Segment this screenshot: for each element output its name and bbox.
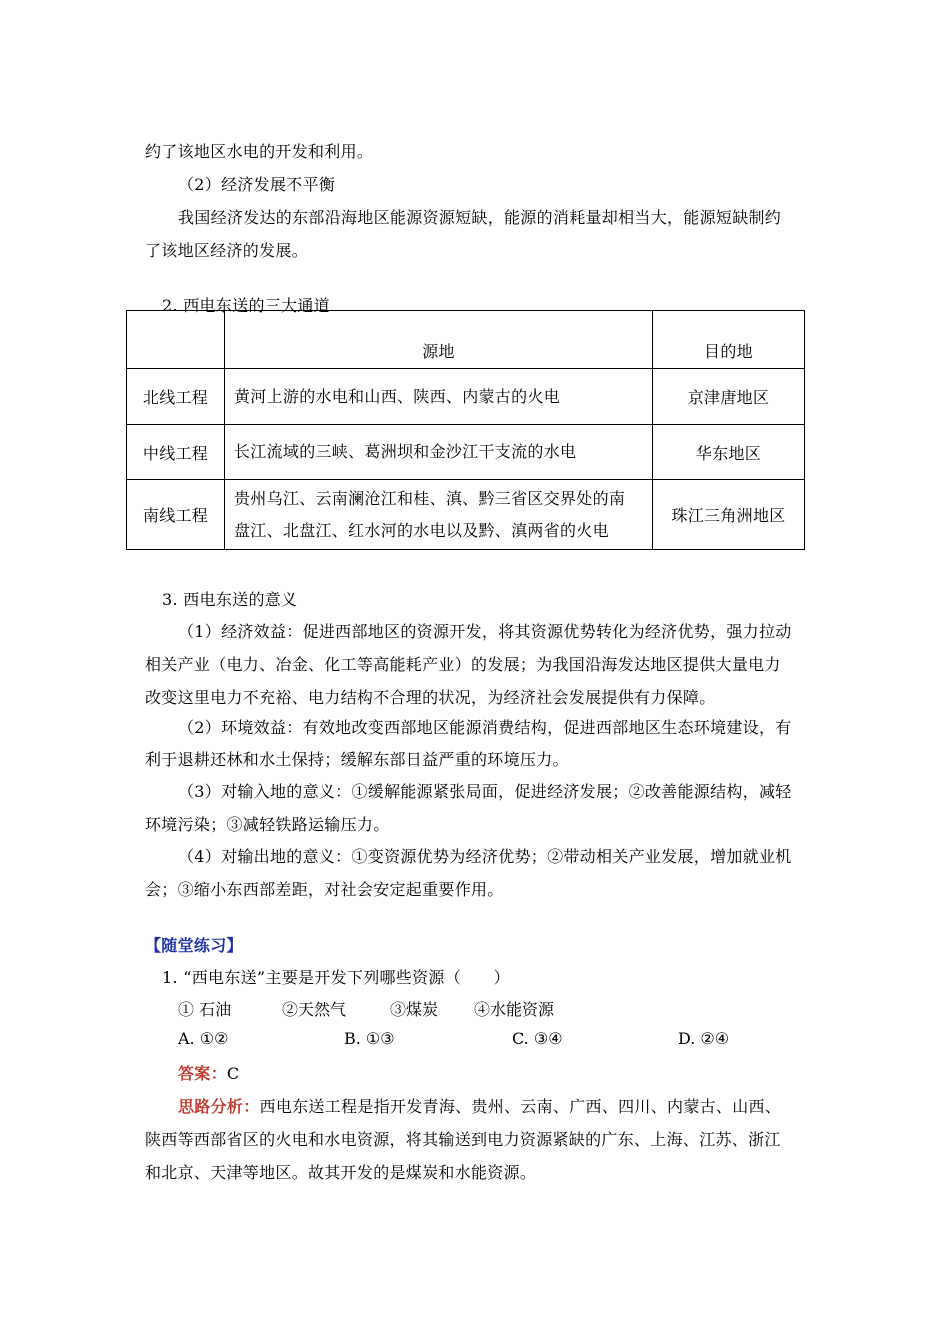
table-row (127, 425, 805, 480)
answer-option: C. ③④ (512, 1029, 563, 1048)
text-line: 陕西等西部省区的火电和水电资源，将其输送到电力资源紧缺的广东、上海、江苏、浙江 (145, 1130, 781, 1149)
table-cell: 中线工程 (127, 425, 225, 480)
choice-item: ④水能资源 (474, 1000, 555, 1019)
text-line: 会；③缩小东西部差距，对社会安定起重要作用。 (145, 880, 504, 899)
table-header-row (127, 311, 805, 369)
choice-item: ③煤炭 (390, 1000, 439, 1019)
text-line: 改变这里电力不充裕、电力结构不合理的状况，为经济社会发展提供有力保障。 (145, 688, 716, 707)
answer-option: D. ②④ (678, 1029, 730, 1048)
table-cell: 南线工程 (127, 480, 225, 550)
table-cell: 华东地区 (653, 425, 805, 480)
channels-table (126, 310, 805, 550)
answer-label: 答案： (178, 1064, 227, 1083)
table-cell: 黄河上游的水电和山西、陕西、内蒙古的火电 (225, 369, 653, 425)
choice-item: ②天然气 (282, 1000, 347, 1019)
table-cell-line: 贵州乌江、云南澜沧江和桂、滇、黔三省区交界处的南 (234, 488, 626, 508)
table-header-cell: 目的地 (653, 311, 805, 369)
text-line: （2）环境效益：有效地改变西部地区能源消费结构，促进西部地区生态环境建设，有 (178, 718, 792, 737)
text-line: 和北京、天津等地区。故其开发的是煤炭和水能资源。 (145, 1163, 537, 1182)
text-line: （3）对输入地的意义：①缓解能源紧张局面，促进经济发展；②改善能源结构，减轻 (178, 782, 792, 801)
table-cell: 长江流域的三峡、葛洲坝和金沙江干支流的水电 (225, 425, 653, 480)
text-line: 相关产业（电力、冶金、化工等高能耗产业）的发展；为我国沿海发达地区提供大量电力 (145, 655, 781, 674)
answer-option: B. ①③ (344, 1029, 395, 1048)
text-line: （4）对输出地的意义：①变资源优势为经济优势；②带动相关产业发展，增加就业机 (178, 847, 792, 866)
table-header-cell: 源地 (225, 311, 653, 369)
text-line: 环境污染；③减轻铁路运输压力。 (145, 815, 390, 834)
table-cell: 北线工程 (127, 369, 225, 425)
table-cell (225, 480, 653, 550)
choice-item: ① 石油 (178, 1000, 232, 1019)
analysis-text: 西电东送工程是指开发青海、贵州、云南、广西、四川、内蒙古、山西、 (259, 1097, 782, 1116)
text-line: 约了该地区水电的开发和利用。 (145, 142, 374, 161)
table-row (127, 369, 805, 425)
table-row (127, 480, 805, 550)
table-cell: 京津唐地区 (653, 369, 805, 425)
text-line: 了该地区经济的发展。 (145, 241, 309, 260)
section-heading: 3. 西电东送的意义 (162, 590, 298, 609)
answer-option: A. ①② (178, 1029, 229, 1048)
answer-line (178, 1061, 239, 1084)
analysis-label: 思路分析： (178, 1097, 260, 1116)
subheading: （2）经济发展不平衡 (178, 175, 336, 194)
text-line: 利于退耕还林和水土保持；缓解东部日益严重的环境压力。 (145, 750, 569, 769)
text-line: 我国经济发达的东部沿海地区能源资源短缺，能源的消耗量却相当大，能源短缺制约 (178, 208, 782, 227)
table-cell-line: 盘江、北盘江、红水河的水电以及黔、滇两省的火电 (234, 520, 609, 540)
text-line: （1）经济效益：促进西部地区的资源开发，将其资源优势转化为经济优势，强力拉动 (178, 622, 792, 641)
analysis-line (178, 1094, 781, 1117)
table-header-cell (127, 311, 225, 369)
question-line: 1. “西电东送”主要是开发下列哪些资源（ ） (162, 968, 510, 987)
answer-value: C (226, 1064, 240, 1083)
practice-heading: 【随堂练习】 (145, 936, 243, 955)
section-heading: 2. 西电东送的三大通道 (162, 296, 330, 315)
table-cell: 珠江三角洲地区 (653, 480, 805, 550)
